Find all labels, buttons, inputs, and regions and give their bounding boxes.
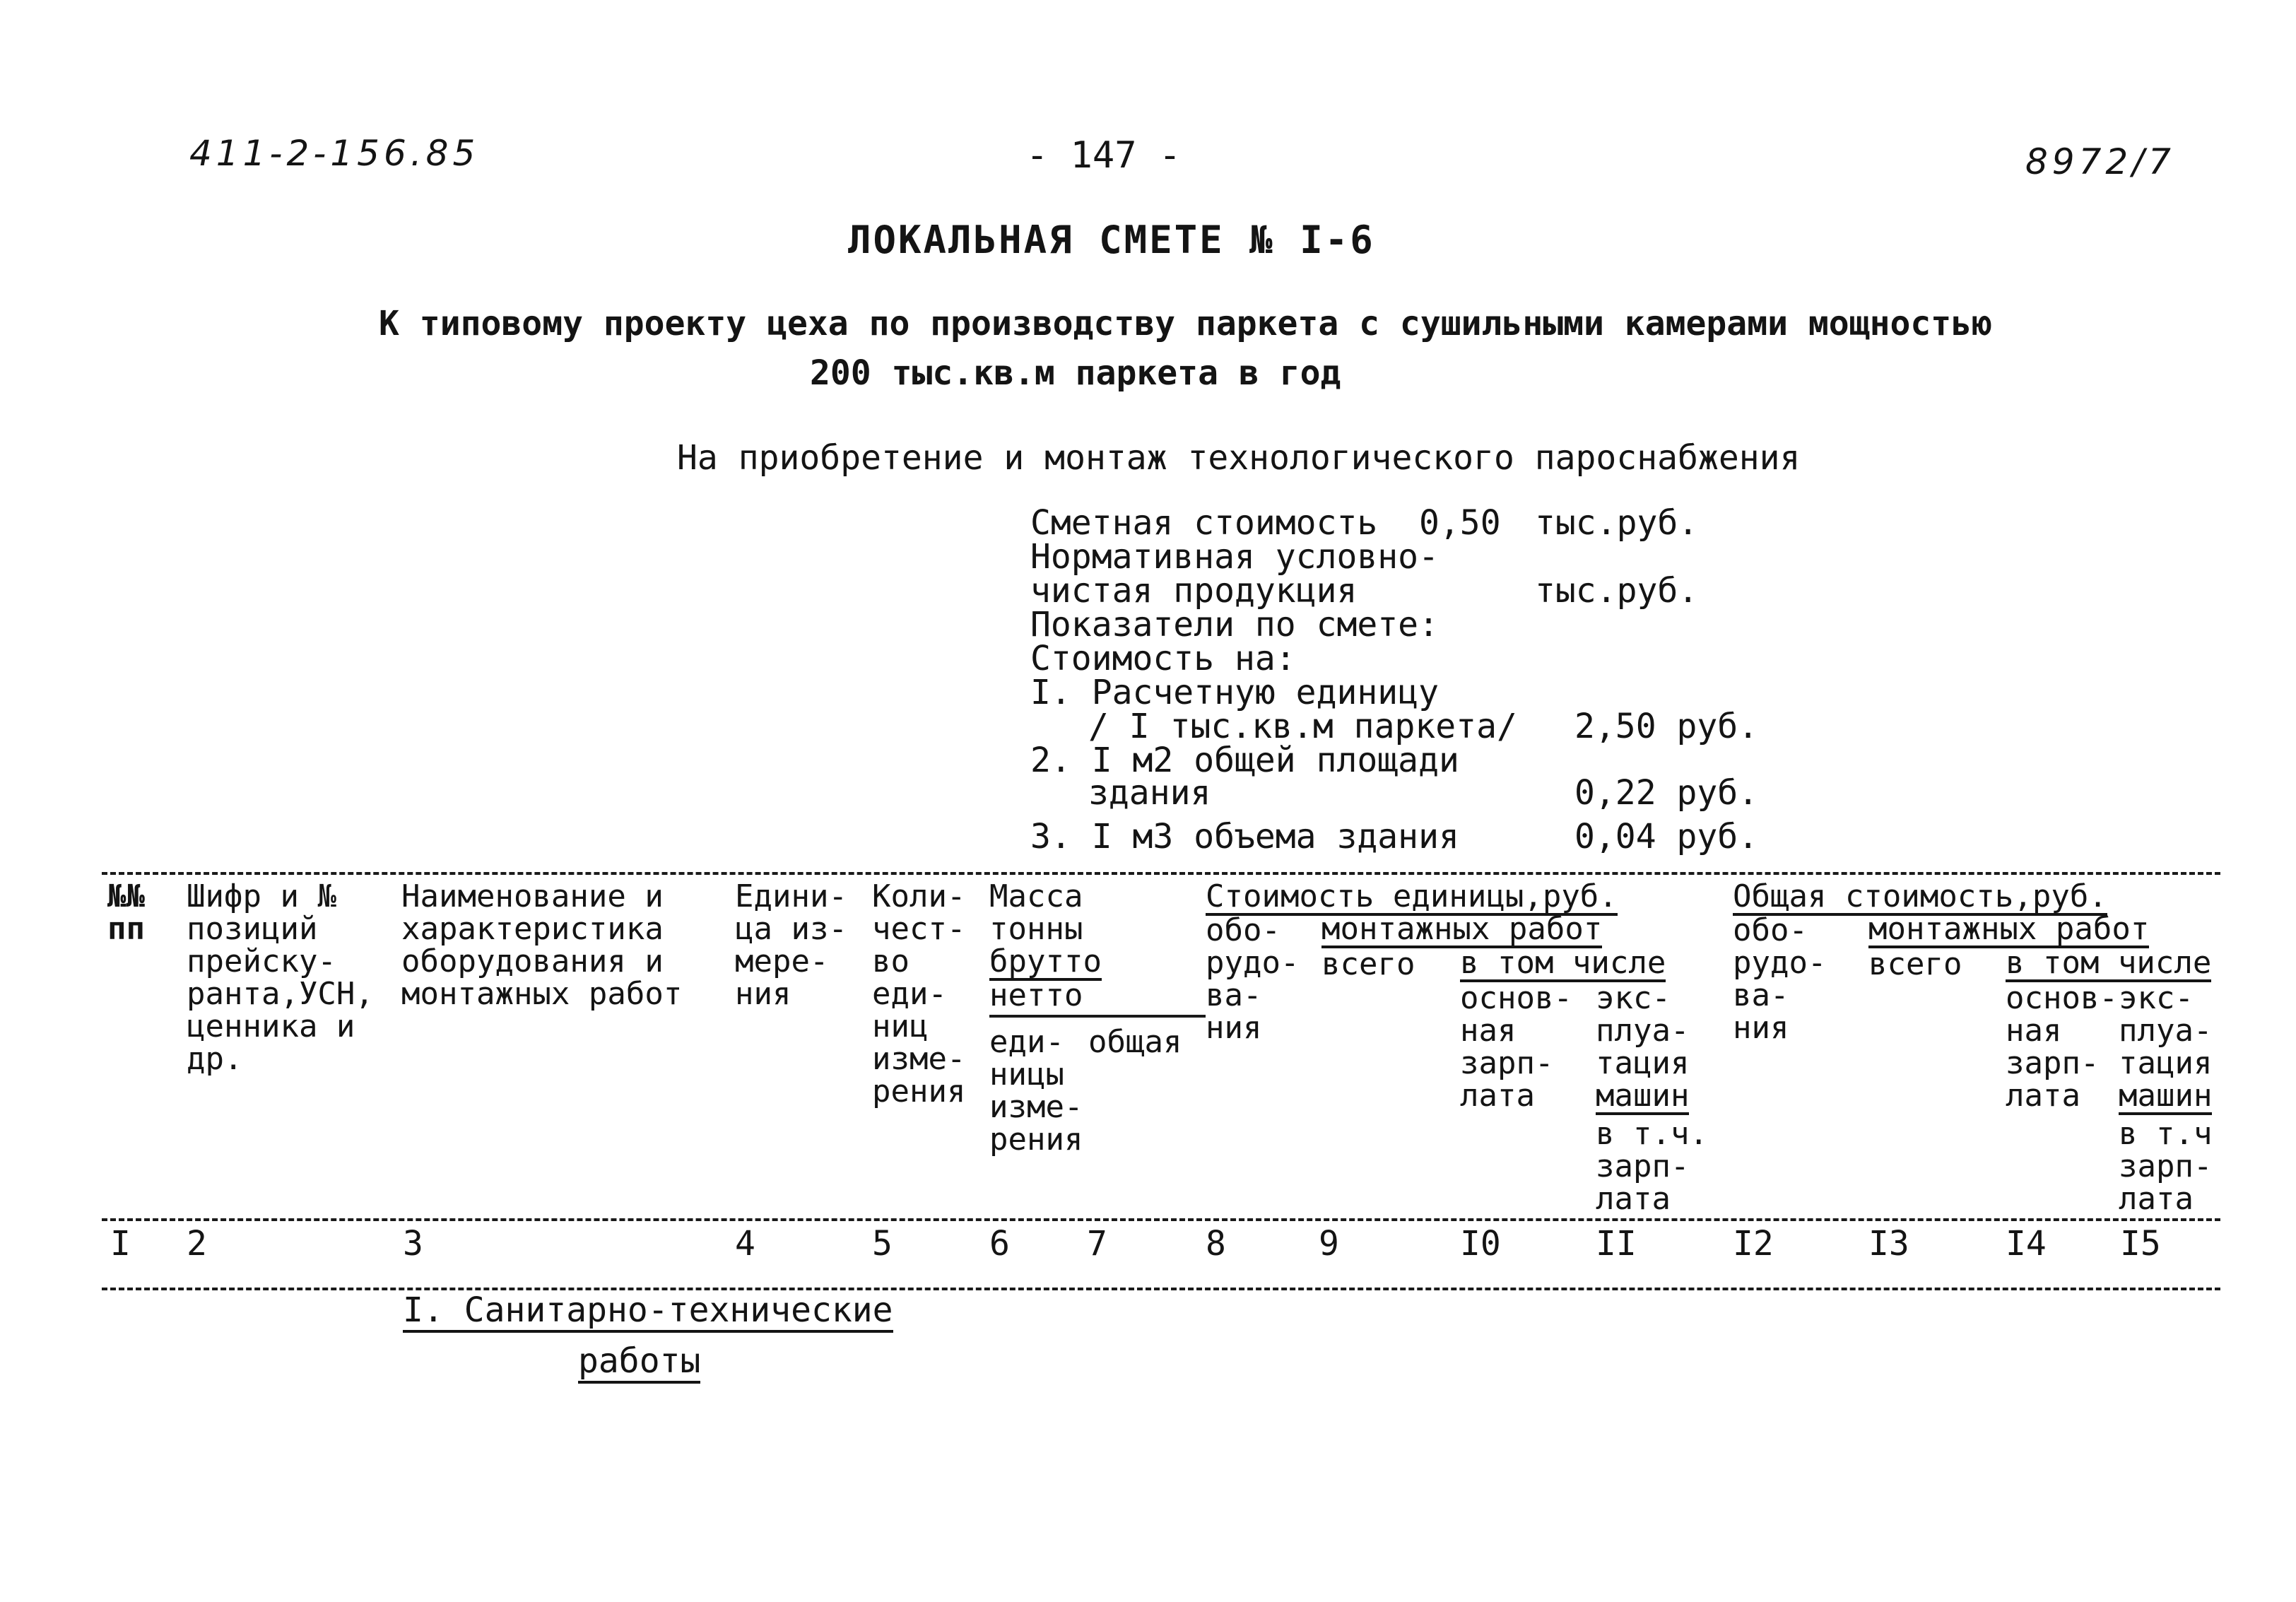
column-number: I (110, 1224, 131, 1264)
cost-per-label: Стоимость на: (1030, 639, 1296, 678)
table-top-rule (102, 872, 2220, 875)
col-3-header: Наименование и характеристика оборудования и монтажных работ (401, 878, 683, 1012)
col-8-header: обо- рудо- ва- ния (1206, 912, 1300, 1046)
col-1-header: №№ пп (107, 878, 145, 947)
cost-unit: тыс.руб. (1535, 503, 1699, 543)
column-number: 8 (1206, 1224, 1226, 1264)
col-15-bottom-header: в т.ч зарп- лата (2119, 1116, 2213, 1217)
item1-label-1: I. Расчетную единицу (1030, 673, 1439, 712)
item2-value: 0,22 руб. (1574, 773, 1759, 813)
col-7-header: общая (1088, 1024, 1182, 1060)
indicators-label: Показатели по смете: (1030, 605, 1439, 644)
item1-value: 2,50 руб. (1574, 707, 1759, 746)
item1-label-2: / I тыс.кв.м паркета/ (1088, 707, 1517, 746)
unit-incl-title: в том числе (1460, 945, 1666, 981)
col-2-header: Шифр и № позиций прейску- ранта,УСН, ценника и др. (187, 878, 374, 1077)
unit-cost-title: Стоимость единицы,руб. (1206, 878, 1618, 914)
item3-label: 3. I м3 объема здания (1030, 817, 1459, 856)
subtitle-line-2: 200 тыс.кв.м паркета в год (810, 353, 1341, 393)
column-number: I4 (2006, 1224, 2047, 1264)
col-5-header: Коли- чест- во еди- ниц изме- рения (872, 878, 966, 1109)
column-number: 2 (187, 1224, 207, 1264)
total-incl-title: в том числе (2006, 945, 2212, 981)
col-12-header: обо- рудо- ва- ния (1733, 912, 1827, 1046)
column-number: 4 (735, 1224, 755, 1264)
total-install-title: монтажных работ (1868, 911, 2150, 947)
norm-label-2: чистая продукция (1030, 571, 1358, 611)
mass-title: Масса тонны (989, 878, 1083, 947)
cost-value: 0,50 (1419, 503, 1501, 543)
mass-brutto: брутто (989, 943, 1102, 979)
total-cost-title: Общая стоимость,руб. (1733, 878, 2107, 914)
col-11-bottom-header: в т.ч. зарп- лата (1596, 1116, 1708, 1217)
page-number: - 147 - (1026, 134, 1182, 177)
column-number: 7 (1087, 1224, 1107, 1264)
unit-install-title: монтажных работ (1321, 911, 1603, 947)
section-heading-line-1: I. Санитарно-технические (403, 1290, 893, 1333)
purpose-line: На приобретение и монтаж технологического пароснабжения (677, 438, 1801, 478)
item2-label-2: здания (1088, 773, 1211, 813)
mass-netto: нетто (989, 977, 1083, 1013)
col-13-header: всего (1868, 946, 1962, 982)
column-number: 3 (403, 1224, 423, 1264)
col-9-header: всего (1321, 946, 1415, 982)
document-code: 411-2-156.85 (189, 133, 480, 174)
column-number: I2 (1733, 1224, 1774, 1264)
column-number: II (1596, 1224, 1637, 1264)
column-number: 9 (1319, 1224, 1339, 1264)
item3-value: 0,04 руб. (1574, 817, 1759, 856)
col-14-header: основ- ная зарп- лата (2006, 980, 2118, 1114)
col-6-header: еди- ницы изме- рения (989, 1024, 1083, 1158)
col-10-header: основ- ная зарп- лата (1460, 980, 1572, 1114)
column-number: I3 (1868, 1224, 1909, 1264)
subtitle-line-1: К типовому проекту цеха по производству паркета с сушильными камерами мощностью (379, 304, 1992, 343)
col-4-header: Едини- ца из- мере- ния (735, 878, 847, 1012)
column-number: 6 (989, 1224, 1010, 1264)
column-number: I5 (2120, 1224, 2161, 1264)
cost-label: Сметная стоимость (1030, 503, 1378, 543)
col-15-top-header: экс- плуа- тация машин (2119, 980, 2213, 1114)
norm-label-1: Нормативная условно- (1030, 537, 1439, 577)
section-heading-line-2: работы (578, 1341, 700, 1384)
header-bottom-rule (102, 1218, 2220, 1221)
mass-divider (989, 1015, 1206, 1018)
page-title: ЛОКАЛЬНАЯ СМЕТЕ № I-6 (848, 218, 1375, 262)
column-number: I0 (1460, 1224, 1501, 1264)
item2-label-1: 2. I м2 общей площади (1030, 741, 1459, 780)
sheet-code: 8972/7 (2025, 141, 2175, 182)
col-11-top-header: экс- плуа- тация машин (1596, 980, 1690, 1114)
column-number: 5 (872, 1224, 893, 1264)
norm-unit: тыс.руб. (1535, 571, 1699, 611)
